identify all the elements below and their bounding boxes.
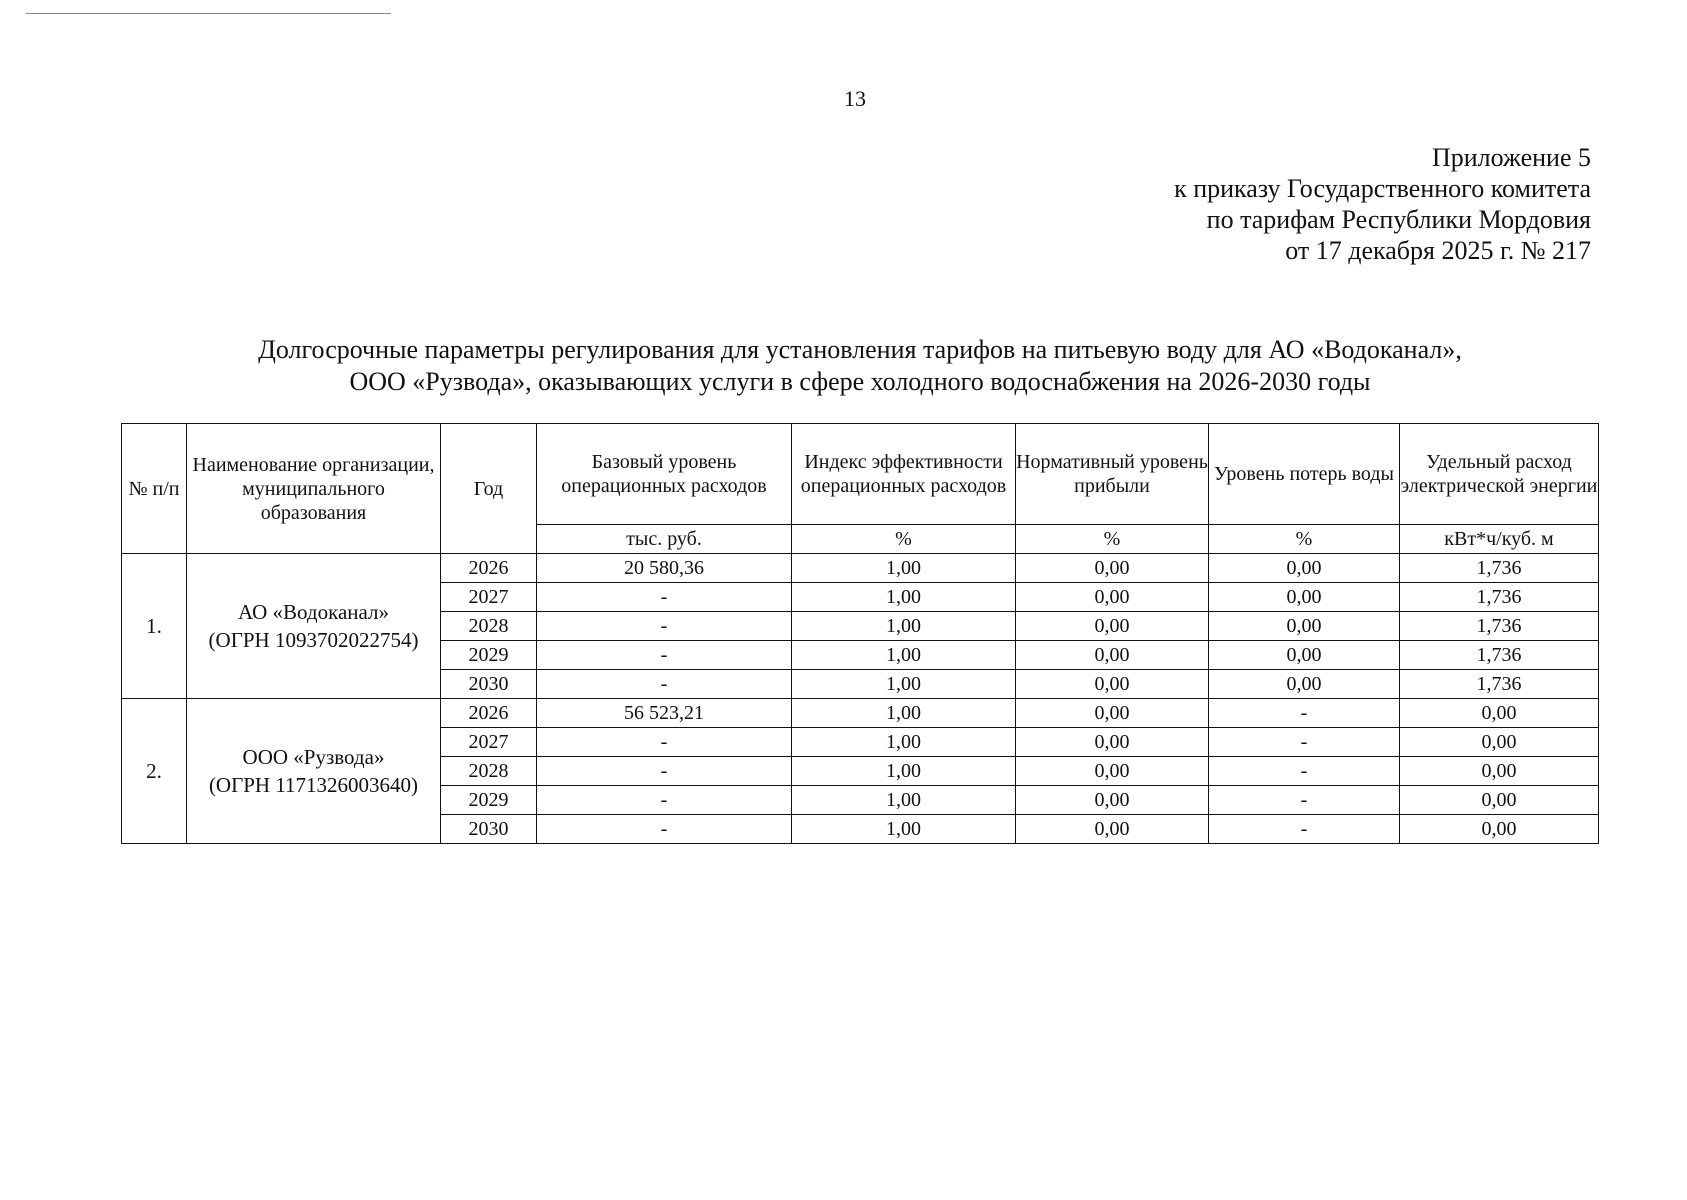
cell-energy: 0,00: [1400, 786, 1599, 815]
cell-energy: 1,736: [1400, 612, 1599, 641]
cell-losses: -: [1209, 786, 1400, 815]
organization-cell: [187, 554, 441, 699]
table-row: [122, 554, 1599, 583]
cell-losses: -: [1209, 699, 1400, 728]
cell-year: 2030: [441, 670, 537, 699]
cell-base-opex: 20 580,36: [537, 554, 792, 583]
cell-base-opex: -: [537, 786, 792, 815]
scan-edge-line: [26, 13, 391, 14]
cell-profit: 0,00: [1016, 612, 1209, 641]
cell-profit: 0,00: [1016, 670, 1209, 699]
cell-efficiency: 1,00: [792, 699, 1016, 728]
table-row: [122, 699, 1599, 728]
table-header-row: [122, 424, 1599, 525]
cell-profit: 0,00: [1016, 641, 1209, 670]
appendix-block: [1174, 142, 1591, 266]
cell-energy: 0,00: [1400, 699, 1599, 728]
document-title: [120, 334, 1600, 398]
header-year: Год: [441, 424, 537, 554]
cell-losses: 0,00: [1209, 583, 1400, 612]
title-line-1: Долгосрочные параметры регулирования для установления тарифов на питьевую воду для АО «Водоканал»,: [258, 335, 1462, 364]
header-profit: Нормативный уровень прибыли: [1016, 424, 1209, 525]
cell-profit: 0,00: [1016, 583, 1209, 612]
cell-year: 2026: [441, 554, 537, 583]
cell-energy: 1,736: [1400, 641, 1599, 670]
cell-year: 2027: [441, 728, 537, 757]
cell-losses: -: [1209, 815, 1400, 844]
unit-base-opex: тыс. руб.: [537, 525, 792, 554]
cell-efficiency: 1,00: [792, 641, 1016, 670]
organization-cell: [187, 699, 441, 844]
cell-base-opex: -: [537, 612, 792, 641]
cell-base-opex: 56 523,21: [537, 699, 792, 728]
cell-energy: 0,00: [1400, 757, 1599, 786]
unit-energy: кВт*ч/куб. м: [1400, 525, 1599, 554]
appendix-line-2: к приказу Государственного комитета: [1174, 174, 1591, 203]
cell-energy: 1,736: [1400, 554, 1599, 583]
cell-year: 2028: [441, 757, 537, 786]
cell-efficiency: 1,00: [792, 612, 1016, 641]
cell-base-opex: -: [537, 641, 792, 670]
organization-name: ООО «Рузвода»: [242, 745, 385, 769]
cell-year: 2026: [441, 699, 537, 728]
cell-losses: 0,00: [1209, 554, 1400, 583]
header-base-opex: Базовый уровень операционных расходов: [537, 424, 792, 525]
appendix-line-4: от 17 декабря 2025 г. № 217: [1285, 236, 1591, 265]
cell-losses: -: [1209, 757, 1400, 786]
cell-energy: 1,736: [1400, 670, 1599, 699]
cell-efficiency: 1,00: [792, 786, 1016, 815]
cell-base-opex: -: [537, 757, 792, 786]
cell-profit: 0,00: [1016, 786, 1209, 815]
page-number: 13: [844, 86, 866, 111]
cell-efficiency: 1,00: [792, 583, 1016, 612]
cell-profit: 0,00: [1016, 815, 1209, 844]
cell-losses: -: [1209, 728, 1400, 757]
cell-efficiency: 1,00: [792, 728, 1016, 757]
unit-efficiency: %: [792, 525, 1016, 554]
cell-energy: 1,736: [1400, 583, 1599, 612]
appendix-line-3: по тарифам Республики Мордовия: [1206, 205, 1591, 234]
appendix-line-1: Приложение 5: [1431, 143, 1591, 172]
cell-year: 2029: [441, 641, 537, 670]
cell-base-opex: -: [537, 670, 792, 699]
header-num: № п/п: [122, 424, 187, 554]
cell-energy: 0,00: [1400, 728, 1599, 757]
cell-efficiency: 1,00: [792, 757, 1016, 786]
organization-name: АО «Водоканал»: [237, 600, 390, 624]
cell-losses: 0,00: [1209, 641, 1400, 670]
cell-profit: 0,00: [1016, 757, 1209, 786]
cell-year: 2029: [441, 786, 537, 815]
title-line-2: ООО «Рузвода», оказывающих услуги в сфере холодного водоснабжения на 2026-2030 годы: [349, 367, 1371, 396]
cell-base-opex: -: [537, 728, 792, 757]
header-org: Наименование организации, муниципального образования: [187, 424, 441, 554]
organization-ogrn: (ОГРН 1171326003640): [208, 773, 419, 797]
cell-losses: 0,00: [1209, 670, 1400, 699]
row-number: 2.: [122, 699, 187, 844]
cell-profit: 0,00: [1016, 554, 1209, 583]
regulation-parameters-table: [121, 423, 1599, 844]
cell-year: 2030: [441, 815, 537, 844]
header-efficiency: Индекс эффективности операционных расходов: [792, 424, 1016, 525]
row-number: 1.: [122, 554, 187, 699]
header-energy: Удельный расход электрической энергии: [1400, 424, 1599, 525]
cell-base-opex: -: [537, 815, 792, 844]
cell-efficiency: 1,00: [792, 815, 1016, 844]
cell-efficiency: 1,00: [792, 670, 1016, 699]
cell-base-opex: -: [537, 583, 792, 612]
organization-ogrn: (ОГРН 1093702022754): [208, 628, 419, 652]
cell-profit: 0,00: [1016, 728, 1209, 757]
header-losses: Уровень потерь воды: [1209, 424, 1400, 525]
table-body: [122, 554, 1599, 844]
cell-losses: 0,00: [1209, 612, 1400, 641]
cell-efficiency: 1,00: [792, 554, 1016, 583]
cell-profit: 0,00: [1016, 699, 1209, 728]
unit-profit: %: [1016, 525, 1209, 554]
cell-energy: 0,00: [1400, 815, 1599, 844]
cell-year: 2027: [441, 583, 537, 612]
cell-year: 2028: [441, 612, 537, 641]
unit-losses: %: [1209, 525, 1400, 554]
